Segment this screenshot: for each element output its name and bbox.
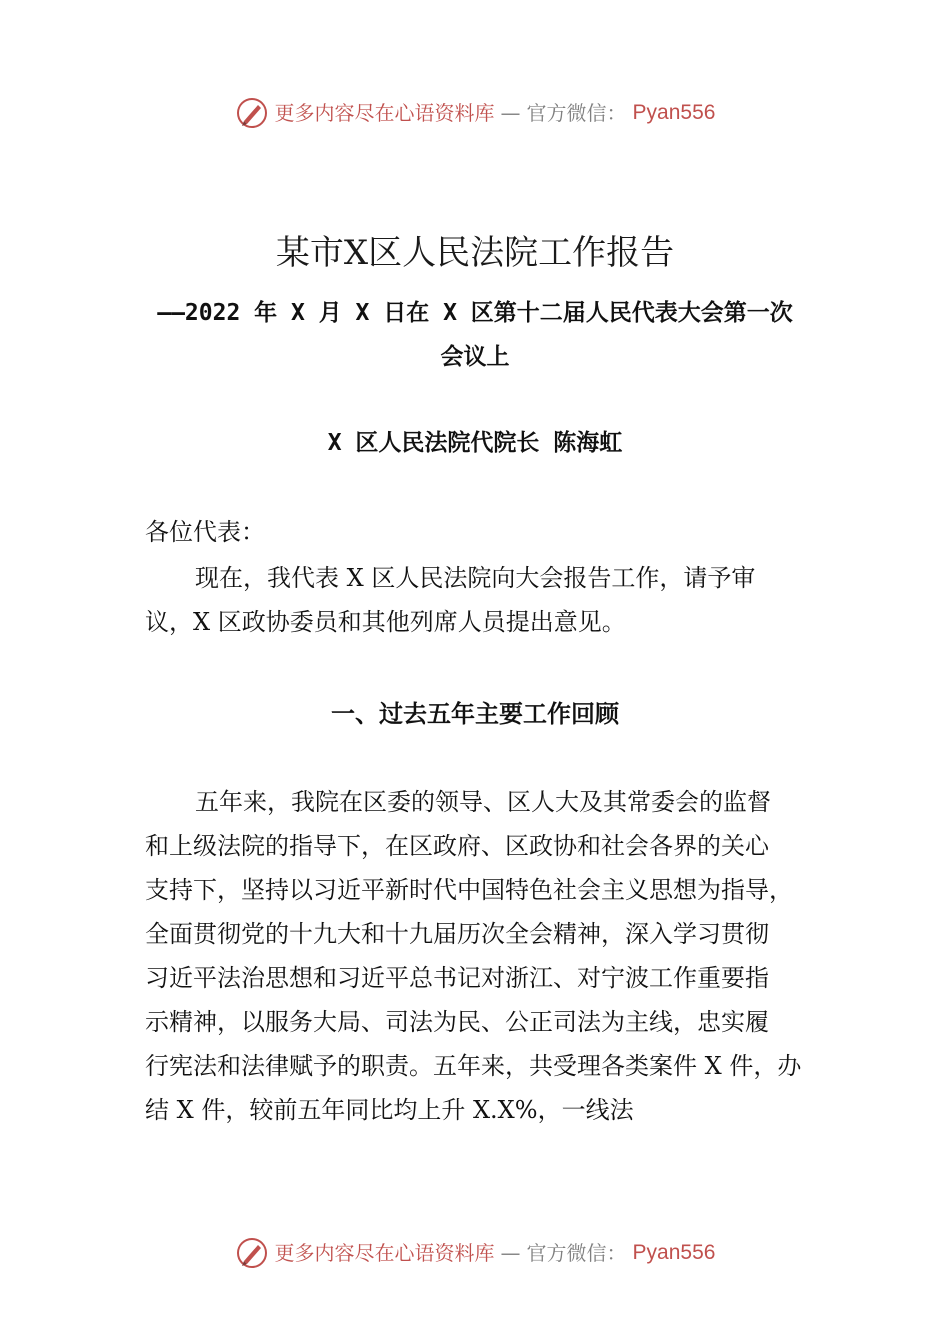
watermark-label: 官方微信： (526, 101, 627, 125)
body-line: 五年来，我院在区委的领导、区人大及其常委会的监督 (195, 788, 771, 816)
body-line: 和上级法院的指导下，在区政府、区政协和社会各界的关心 (145, 832, 769, 860)
document-title: 某市X区人民法院工作报告 (275, 233, 675, 273)
watermark-brand: 更多内容尽在心语资料库 (274, 1241, 495, 1265)
intro-line: 现在，我代表 X 区人民法院向大会报告工作，请予审 (195, 564, 756, 592)
watermark-footer (0, 1236, 950, 1270)
body-line: 行宪法和法律赋予的职责。五年来，共受理各类案件 X 件，办 (145, 1052, 802, 1080)
body-line: 习近平法治思想和习近平总书记对浙江、对宁波工作重要指 (145, 964, 769, 992)
salutation: 各位代表： (145, 518, 265, 546)
watermark-separator: — (500, 101, 521, 125)
watermark-id: Pyan556 (632, 101, 716, 124)
body-line: 示精神，以服务大局、司法为民、公正司法为主线，忠实履 (145, 1008, 769, 1036)
watermark-brand: 更多内容尽在心语资料库 (274, 101, 495, 125)
body-line: 支持下，坚持以习近平新时代中国特色社会主义思想为指导， (145, 876, 793, 904)
pen-logo-icon (235, 96, 269, 130)
section-heading: 一、过去五年主要工作回顾 (331, 700, 619, 728)
document-author: X 区人民法院代院长 陈海虹 (327, 430, 623, 456)
document-subtitle-line-1: ——2022 年 X 月 X 日在 X 区第十二届人民代表大会第一次 (157, 300, 793, 326)
watermark-separator: — (500, 1241, 521, 1265)
body-line: 结 X 件，较前五年同比均上升 X.X%，一线法 (145, 1096, 634, 1124)
body-line: 全面贯彻党的十九大和十九届历次全会精神，深入学习贯彻 (145, 920, 769, 948)
watermark-header (0, 96, 950, 130)
watermark-id: Pyan556 (632, 1241, 716, 1264)
intro-line: 议，X 区政协委员和其他列席人员提出意见。 (145, 608, 626, 636)
document-subtitle-line-2: 会议上 (440, 344, 510, 370)
pen-logo-icon (235, 1236, 269, 1270)
watermark-label: 官方微信： (526, 1241, 627, 1265)
